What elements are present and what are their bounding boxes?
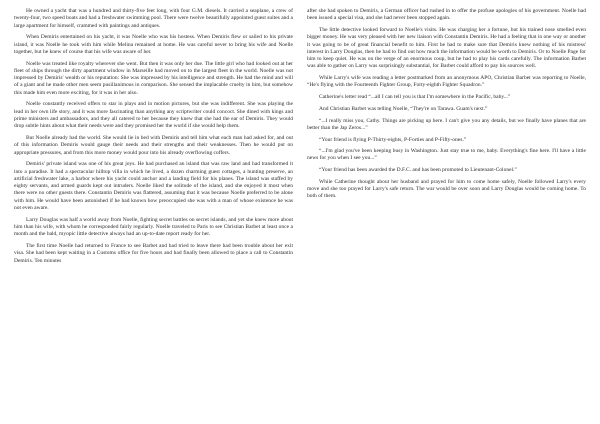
- right-paragraph: “...I really miss you, Cathy. Things are picking up here. I can't give you any details, but we finally have planes that are better than the Jap Zeros...”: [307, 117, 586, 131]
- right-paragraph: “Your friend is flying P-Thirty-eights, P-Forties and P-Fifty-ones.”: [319, 136, 467, 143]
- left-paragraph: But Noelle already had the world. She would lie in bed with Demiris and tell him what each man had asked for, and out of this information Demiris would gauge their needs and their strengths and their weaknesses. Then he would put on appropriate pressures, and from this more money would pour into his already overflowing coffers.: [14, 135, 293, 156]
- right-paragraph: The little detective looked forward to Noelle's visits. He was charging her a fortune, but his trained nose smelled even bigger money. He was very pleased with her new liaison with Constantin Demiris. He had a feeling that in one way or another it was going to be of great financial benefit to him. First he had to make sure that Demiris knew nothing of his mistress' interest in Larry Douglas, then he had to find out how much the information would be worth to Demiris. Or to Noelle Page for him to keep quiet. He was on the verge of an enormous coup, but he had to play his cards carefully. The information Barbet was able to gather on Larry was surprisingly substantial, for Barbet could afford to pay his sources well.: [307, 26, 586, 70]
- right-paragraph: While Larry's wife was reading a letter postmarked from an anonymous APO, Christian Barbet was reporting to Noelle, “He's flying with the Fourteenth Fighter Group, Forty-eighth Fighter Squadron.”: [307, 75, 586, 89]
- right-paragraph: And Christian Barbet was telling Noelle, “They're on Tarawa. Guam's next.”: [319, 105, 488, 112]
- left-paragraph: Noelle constantly received offers to star in plays and in motion pictures, but she was indifferent. She was playing the lead in her own life story, and it was more fascinating than anything any scriptwriter could concoct. She dined with kings and prime ministers and ambassadors, and they all catered to her because they knew that she had the ear of Demiris. They would drop subtle hints about what their needs were and they promised her the world if she would help them.: [14, 101, 293, 130]
- right-paragraph: Catherine's letter read “...all I can tell you is that I'm somewhere in the Pacific, baby...”: [319, 94, 511, 101]
- left-paragraph: He owned a yacht that was a hundred and thirty-five feet long, with four G.M. diesels. It carried a seaplane, a crew of twenty-four, two speed boats and had a freshwater swimming pool. There were twelve beautifully appointed guest suites and a large apartment for himself, crammed with paintings and antiques.: [14, 8, 293, 29]
- right-page: [307, 8, 586, 424]
- left-paragraph: Larry Douglas was half a world away from Noelle, fighting secret battles on secret islands, and yet she knew more about him than his wife, with whom he corresponded fairly regularly. Noelle traveled to Paris to see Christian Barbet at least once a month and the bald, myopic little detective always had an up-to-date report ready for her.: [14, 216, 293, 238]
- right-paragraph: after she had spoken to Demiris, a German officer had rushed in to offer the profuse apologies of his government. Noelle had been issued a special visa, and she had never been stopped again.: [307, 8, 586, 22]
- right-paragraph: “Your friend has been awarded the D.F.C. and has been promoted to Lieutenant-Colonel.”: [319, 167, 517, 174]
- left-paragraph: The first time Noelle had returned to France to see Barbet and had tried to leave there had been trouble about her exit visa. She had been kept waiting in a Customs office for five hours and had finally been allowed to place a call to Constantin Demiris. Ten minutes: [14, 243, 293, 264]
- left-paragraph: Noelle was treated like royalty wherever she went. But then it was only her due. The little girl who had looked out at her fleet of ships through the dirty apartment window in Marseille had moved on to the largest fleet in the world. Noelle was not impressed by Demiris' wealth or his reputation: She was impressed by his intelligence and strength. He had the mind and will of a giant and he made other men seem pusillanimous in comparison. She sensed the implacable cruelty in him, but somehow this made him even more exciting, for it was in her also.: [14, 60, 293, 96]
- left-paragraph: When Demiris entertained on his yacht, it was Noelle who was his hostess. When Demiris flew or sailed to his private island, it was Noelle he took with him while Melina remained at home. He was careful never to bring his wife and Noelle together, but he knew of course that his wife was aware of her.: [14, 34, 293, 55]
- left-paragraph: Demiris' private island was one of his great joys. He had purchased an island that was raw land and had transformed it into a paradise. It had a spectacular hilltop villa in which he lived, a dozen charming guest cottages, a hunting preserve, an artificial freshwater lake, a harbor where his yacht could anchor and a landing field for his planes. The island was staffed by eighty servants, and armed guards kept out intruders. Noelle liked the solitude of the island, and she enjoyed it most when there were no other guests there. Constantin Demiris was flattered, assuming that it was because Noelle preferred to be alone with him. He would have been astonished if he had known how preoccupied she was with a man of whose existence he was not even aware.: [14, 161, 293, 212]
- right-paragraph: “...I'm glad you've been keeping busy in Washington. Just stay true to me, baby. Everything's fine here. I'll have a little news for you when I see you...”: [307, 148, 586, 162]
- left-page: [14, 8, 293, 424]
- right-paragraph: While Catherine thought about her husband and prayed for him to come home safely, Noelle followed Larry's every move and she too prayed for Larry's safe return. The war would be over soon and Larry Douglas would be coming home. To both of them.: [307, 178, 586, 200]
